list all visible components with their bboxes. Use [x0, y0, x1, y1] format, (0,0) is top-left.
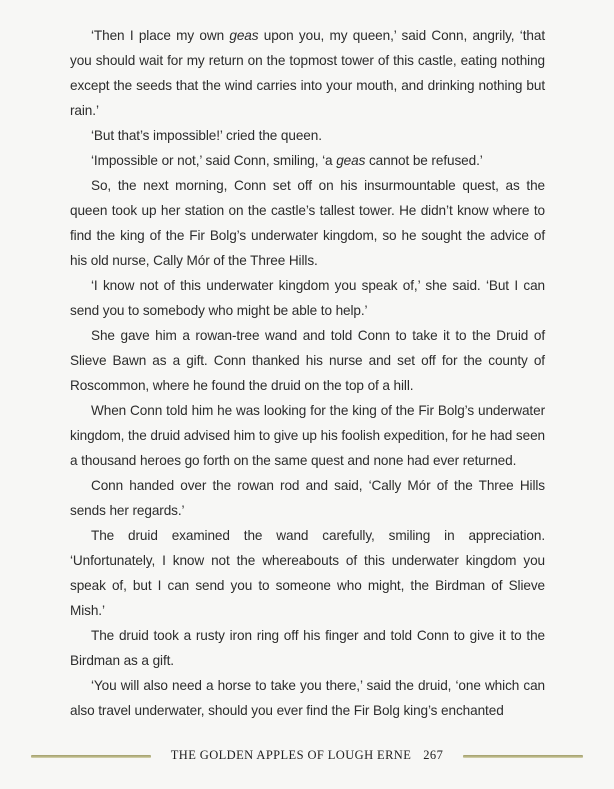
page-text	[70, 23, 545, 723]
text-run: Conn handed over the rowan rod and said, ‘Cally Mór of the Three Hills sends her regards.’	[70, 478, 545, 518]
text-run: So, the next morning, Conn set off on his insurmountable quest, as the queen took up her station on the castle’s tallest tower. He didn’t know where to find the king of the Fir Bolg’s underwater kingdom, so he sought the advice of his old nurse, Cally Mór of the Three Hills.	[70, 178, 545, 268]
text-run: She gave him a rowan-tree wand and told Conn to take it to the Druid of Slieve Bawn as a gift. Conn thanked his nurse and set off for the county of Roscommon, where he found the druid on the top of a hill.	[70, 328, 545, 393]
paragraph	[70, 673, 545, 723]
paragraph	[70, 273, 545, 323]
text-run-italic: geas	[229, 28, 259, 43]
paragraph	[70, 123, 545, 148]
page-footer	[0, 744, 614, 768]
text-run: The druid examined the wand carefully, smiling in appreciation. ‘Unfortunately, I know not the whereabouts of this underwater kingdom you speak of, but I can send you to someone who might, the Birdman of Slieve Mish.’	[70, 528, 545, 618]
paragraph	[70, 623, 545, 673]
paragraph	[70, 23, 545, 123]
text-run: upon you, my queen,’ said Conn, angrily, ‘that you should wait for my return on the topmost tower of this castle, eating nothing except the seeds that the wind carries into your mouth, and drinking nothing but rain.’	[70, 28, 545, 118]
text-run: ‘Impossible or not,’ said Conn, smiling, ‘a	[91, 153, 337, 168]
text-run: ‘Then I place my own	[91, 28, 230, 43]
footer-rule-left	[31, 755, 151, 758]
paragraph	[70, 323, 545, 398]
footer-rule-right	[463, 755, 583, 758]
paragraph	[70, 148, 545, 173]
paragraph	[70, 473, 545, 523]
text-run: ‘You will also need a horse to take you there,’ said the druid, ‘one which can also travel underwater, should you ever find the Fir Bolg king’s enchanted	[70, 678, 545, 718]
paragraph	[70, 523, 545, 623]
text-run: When Conn told him he was looking for the king of the Fir Bolg’s underwater kingdom, the druid advised him to give up his foolish expedition, for he had seen a thousand heroes go forth on the same quest and none had ever returned.	[70, 403, 545, 468]
running-title: THE GOLDEN APPLES OF LOUGH ERNE	[170, 747, 412, 762]
paragraph	[70, 398, 545, 473]
text-run: ‘I know not of this underwater kingdom you speak of,’ she said. ‘But I can send you to somebody who might be able to help.’	[70, 278, 545, 318]
page-number: 267	[423, 747, 444, 762]
text-run: cannot be refused.’	[365, 153, 483, 168]
text-run: ‘But that’s impossible!’ cried the queen.	[91, 128, 322, 143]
paragraph	[70, 173, 545, 273]
text-run-italic: geas	[336, 153, 366, 168]
text-run: The druid took a rusty iron ring off his finger and told Conn to give it to the Birdman as a gift.	[70, 628, 545, 668]
